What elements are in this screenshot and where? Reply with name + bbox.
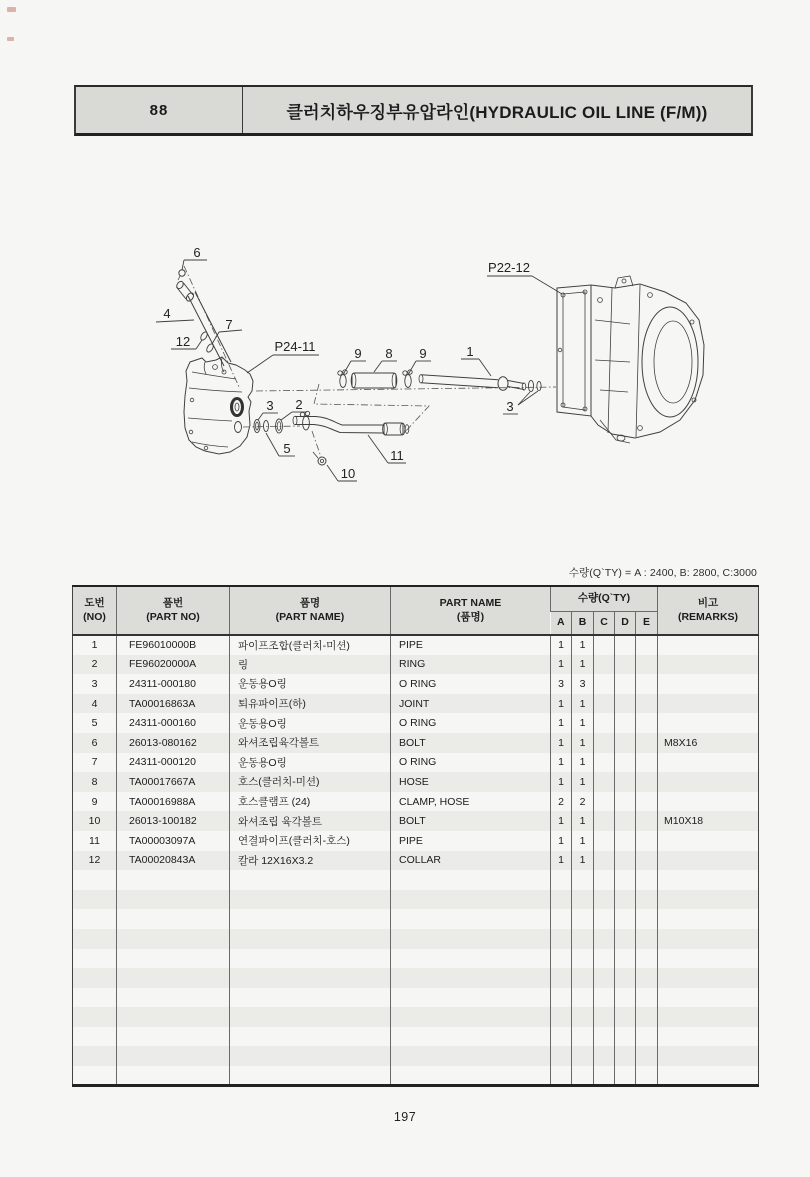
cell-qty_a: [551, 870, 572, 890]
callout-6: 6: [193, 245, 201, 260]
cell-qty_e: [636, 851, 658, 871]
cell-qty_d: [615, 655, 636, 675]
hose-line-drawing: [256, 370, 556, 392]
cell-no: 2: [91, 658, 98, 671]
cell-part_no: 24311-000180: [117, 674, 230, 694]
cell-no: [73, 870, 117, 890]
table-row-empty: [73, 968, 759, 988]
cell-name_kr: 링: [230, 655, 391, 675]
cell-qty_b: [572, 909, 594, 929]
cell-qty_c: [594, 870, 615, 890]
col-header-qty: 수량(Q`TY): [551, 586, 658, 612]
cell-no: 12: [88, 854, 101, 867]
cell-qty_d: [615, 851, 636, 871]
cell-remarks: [658, 890, 759, 910]
table-row-empty: [73, 1007, 759, 1027]
cell-remarks: [658, 949, 759, 969]
cell-qty_b: [572, 949, 594, 969]
cell-qty_b: [572, 1027, 594, 1047]
cell-qty_b: 1: [572, 811, 594, 831]
callout-5: 5: [283, 441, 291, 456]
cell-qty_b: 3: [572, 674, 594, 694]
cell-remarks: [658, 851, 759, 871]
cell-qty_b: [572, 1007, 594, 1027]
cell-qty_b: 1: [572, 694, 594, 714]
cell-qty_c: [594, 753, 615, 773]
cell-qty_b: [572, 890, 594, 910]
cell-qty_d: [615, 811, 636, 831]
cell-remarks: [658, 713, 759, 733]
cell-name_kr: [230, 949, 391, 969]
cell-qty_b: 2: [572, 792, 594, 812]
cell-name_kr: [230, 929, 391, 949]
cell-remarks: [658, 694, 759, 714]
cell-part_no: 24311-000160: [117, 713, 230, 733]
cell-part_no: [117, 949, 230, 969]
cell-part_no: 26013-080162: [117, 733, 230, 753]
cell-name_kr: [230, 890, 391, 910]
cell-qty_a: [551, 890, 572, 910]
cell-name_en: [391, 929, 551, 949]
ref-label-p22-12: P22-12: [488, 260, 530, 275]
cell-qty_d: [615, 1066, 636, 1086]
callout-12: 12: [175, 334, 191, 349]
cell-qty_b: 1: [572, 655, 594, 675]
table-row: [73, 713, 759, 733]
ref-label-p24-11: P24-11: [274, 339, 316, 354]
page-header-band: [74, 85, 753, 136]
cell-qty_d: [615, 635, 636, 655]
cell-name_kr: 칼라 12X16X3.2: [230, 851, 391, 871]
cell-qty_a: 1: [551, 753, 572, 773]
cell-qty_e: [636, 890, 658, 910]
cell-qty_a: 1: [551, 655, 572, 675]
cell-qty_e: [636, 1046, 658, 1066]
cell-no: 10: [88, 815, 101, 828]
cell-part_no: FE96020000A: [117, 655, 230, 675]
cell-name_kr: [230, 909, 391, 929]
cell-name_en: [391, 1007, 551, 1027]
cell-qty_a: 1: [551, 713, 572, 733]
cell-qty_c: [594, 1066, 615, 1086]
col-header-qty-c: C: [594, 612, 615, 636]
cell-qty_e: [636, 792, 658, 812]
cell-qty_a: [551, 988, 572, 1008]
cell-qty_b: [572, 1066, 594, 1086]
cell-remarks: [658, 909, 759, 929]
table-row: [73, 851, 759, 871]
clutch-housing-drawing: [184, 357, 253, 454]
table-row-empty: [73, 1046, 759, 1066]
cell-name_en: O RING: [391, 713, 551, 733]
cell-qty_c: [594, 792, 615, 812]
cell-no: 4: [91, 697, 98, 710]
cell-part_no: [117, 870, 230, 890]
cell-qty_e: [636, 753, 658, 773]
cell-name_kr: 와셔조립육각볼트: [230, 733, 391, 753]
cell-no: 5: [91, 717, 98, 730]
col-header-qty-a: A: [551, 612, 572, 636]
cell-name_kr: [230, 1066, 391, 1086]
cell-name_en: O RING: [391, 674, 551, 694]
cell-name_en: BOLT: [391, 733, 551, 753]
cell-qty_d: [615, 949, 636, 969]
cell-qty_b: 1: [572, 635, 594, 655]
cell-qty_e: [636, 655, 658, 675]
scan-artifact: [7, 7, 16, 12]
cell-qty_d: [615, 988, 636, 1008]
cell-name_kr: 연결파이프(클러치-호스): [230, 831, 391, 851]
cell-qty_c: [594, 713, 615, 733]
cell-qty_d: [615, 1046, 636, 1066]
cell-qty_b: 1: [572, 772, 594, 792]
cell-qty_b: [572, 968, 594, 988]
cell-part_no: [117, 929, 230, 949]
cell-qty_a: [551, 909, 572, 929]
cell-qty_e: [636, 811, 658, 831]
table-row-empty: [73, 949, 759, 969]
cell-qty_d: [615, 890, 636, 910]
table-row: [73, 694, 759, 714]
cell-qty_e: [636, 1027, 658, 1047]
cell-name_kr: 호스클램프 (24): [230, 792, 391, 812]
cell-qty_e: [636, 1007, 658, 1027]
cell-qty_c: [594, 674, 615, 694]
table-row: [73, 635, 759, 655]
cell-qty_e: [636, 949, 658, 969]
cell-remarks: [658, 831, 759, 851]
cell-name_kr: [230, 1007, 391, 1027]
cell-part_no: [117, 968, 230, 988]
cell-qty_c: [594, 772, 615, 792]
page-title: 클러치하우징부유압라인(HYDRAULIC OIL LINE (F/M)): [286, 102, 708, 122]
cell-remarks: [658, 674, 759, 694]
cell-qty_a: 2: [551, 792, 572, 812]
cell-qty_c: [594, 733, 615, 753]
cell-no: [73, 929, 117, 949]
col-header-qty-e: E: [636, 612, 658, 636]
cell-qty_a: 1: [551, 831, 572, 851]
cell-no: 9: [91, 795, 98, 808]
cell-no: 7: [91, 756, 98, 769]
cell-qty_e: [636, 831, 658, 851]
cell-qty_c: [594, 811, 615, 831]
cell-name_en: [391, 949, 551, 969]
cell-qty_e: [636, 929, 658, 949]
page-number: 197: [393, 1110, 417, 1124]
col-header-remarks: 비고 (REMARKS): [658, 586, 759, 635]
cell-no: [73, 1007, 117, 1027]
cell-qty_d: [615, 772, 636, 792]
cell-name_kr: 운동용O링: [230, 713, 391, 733]
table-row-empty: [73, 1066, 759, 1086]
cell-qty_b: [572, 1046, 594, 1066]
cell-qty_c: [594, 1027, 615, 1047]
table-row: [73, 733, 759, 753]
cell-qty_c: [594, 929, 615, 949]
cell-qty_a: [551, 1046, 572, 1066]
cell-qty_d: [615, 831, 636, 851]
cell-name_en: [391, 1046, 551, 1066]
cell-qty_a: [551, 929, 572, 949]
table-row: [73, 674, 759, 694]
cell-name_en: PIPE: [391, 831, 551, 851]
callout-2: 2: [295, 397, 303, 412]
cell-no: [73, 890, 117, 910]
section-number: 88: [76, 87, 243, 133]
table-row-empty: [73, 1027, 759, 1047]
cell-qty_c: [594, 1007, 615, 1027]
cell-qty_c: [594, 655, 615, 675]
cell-qty_c: [594, 988, 615, 1008]
cell-name_en: PIPE: [391, 635, 551, 655]
cell-remarks: [658, 1007, 759, 1027]
cell-part_no: 24311-000120: [117, 753, 230, 773]
cell-part_no: [117, 909, 230, 929]
cell-qty_b: [572, 929, 594, 949]
col-header-name-kr: 품명 (PART NAME): [230, 586, 391, 635]
cell-name_en: [391, 988, 551, 1008]
cell-qty_e: [636, 694, 658, 714]
cell-name_kr: 퇴유파이프(하): [230, 694, 391, 714]
callout-3b: 3: [506, 399, 514, 414]
cell-part_no: FE96010000B: [117, 635, 230, 655]
cell-qty_d: [615, 753, 636, 773]
cell-name_kr: [230, 988, 391, 1008]
table-row-empty: [73, 909, 759, 929]
cell-qty_a: 1: [551, 851, 572, 871]
cell-qty_e: [636, 772, 658, 792]
cell-remarks: M8X16: [658, 733, 759, 753]
cell-name_kr: 운동용O링: [230, 674, 391, 694]
cell-qty_d: [615, 909, 636, 929]
cell-qty_a: 1: [551, 811, 572, 831]
table-row-empty: [73, 988, 759, 1008]
cell-qty_a: [551, 968, 572, 988]
cell-part_no: TA00017667A: [117, 772, 230, 792]
cell-no: [73, 909, 117, 929]
cell-qty_a: 3: [551, 674, 572, 694]
cell-remarks: [658, 968, 759, 988]
cell-qty_c: [594, 890, 615, 910]
cell-part_no: [117, 1046, 230, 1066]
cell-qty_c: [594, 1046, 615, 1066]
cell-remarks: M10X18: [658, 811, 759, 831]
table-row: [73, 753, 759, 773]
cell-qty_d: [615, 1007, 636, 1027]
parts-diagram: [0, 240, 810, 490]
cell-qty_e: [636, 870, 658, 890]
cell-name_kr: [230, 968, 391, 988]
cell-name_kr: 와셔조립 육각볼트: [230, 811, 391, 831]
cell-no: [73, 1066, 117, 1086]
cell-qty_b: 1: [572, 831, 594, 851]
cell-remarks: [658, 1027, 759, 1047]
cell-remarks: [658, 988, 759, 1008]
cell-no: [73, 968, 117, 988]
cell-name_kr: 파이프조합(클러치-미션): [230, 635, 391, 655]
table-row: [73, 772, 759, 792]
cell-qty_b: [572, 988, 594, 1008]
table-row-empty: [73, 870, 759, 890]
cell-qty_b: [572, 870, 594, 890]
qty-note: 수량(Q`TY) = A : 2400, B: 2800, C:3000: [568, 567, 757, 579]
cell-remarks: [658, 792, 759, 812]
cell-part_no: TA00016988A: [117, 792, 230, 812]
callout-10: 10: [340, 466, 356, 481]
cell-qty_a: [551, 1066, 572, 1086]
cell-qty_a: [551, 1007, 572, 1027]
cell-no: [73, 949, 117, 969]
cell-name_kr: [230, 1046, 391, 1066]
table-row-empty: [73, 890, 759, 910]
cell-qty_c: [594, 949, 615, 969]
cell-name_kr: [230, 870, 391, 890]
cell-part_no: 26013-100182: [117, 811, 230, 831]
cell-name_kr: [230, 1027, 391, 1047]
cell-qty_e: [636, 713, 658, 733]
cell-no: 8: [91, 775, 98, 788]
cell-qty_a: 1: [551, 772, 572, 792]
table-row: [73, 792, 759, 812]
col-header-part-no: 품번 (PART NO): [117, 586, 230, 635]
cell-name_en: [391, 870, 551, 890]
cell-qty_d: [615, 694, 636, 714]
cell-qty_b: 1: [572, 733, 594, 753]
cell-qty_e: [636, 733, 658, 753]
cell-qty_d: [615, 674, 636, 694]
callout-labels: [156, 245, 562, 481]
cell-qty_c: [594, 635, 615, 655]
callout-1: 1: [466, 344, 474, 359]
col-header-qty-b: B: [572, 612, 594, 636]
cell-part_no: [117, 1007, 230, 1027]
table-row: [73, 831, 759, 851]
cell-part_no: [117, 1066, 230, 1086]
cell-qty_d: [615, 713, 636, 733]
cell-qty_c: [594, 909, 615, 929]
cell-qty_b: 1: [572, 851, 594, 871]
cell-no: 11: [89, 834, 100, 847]
cell-no: [73, 1046, 117, 1066]
cell-qty_d: [615, 1027, 636, 1047]
cell-qty_d: [615, 968, 636, 988]
cell-name_en: JOINT: [391, 694, 551, 714]
cell-qty_e: [636, 968, 658, 988]
parts-table: [72, 585, 759, 1087]
cell-name_en: BOLT: [391, 811, 551, 831]
cell-qty_c: [594, 694, 615, 714]
cell-qty_e: [636, 674, 658, 694]
cell-qty_e: [636, 635, 658, 655]
cell-qty_d: [615, 733, 636, 753]
cell-qty_d: [615, 870, 636, 890]
callout-7: 7: [225, 317, 233, 332]
cell-no: 1: [91, 639, 98, 652]
cell-qty_d: [615, 929, 636, 949]
col-header-qty-d: D: [615, 612, 636, 636]
cell-qty_a: 1: [551, 635, 572, 655]
cell-name_kr: 운동용O링: [230, 753, 391, 773]
transmission-housing-drawing: [557, 276, 704, 443]
cell-qty_e: [636, 1066, 658, 1086]
cell-part_no: [117, 1027, 230, 1047]
cell-part_no: TA00016863A: [117, 694, 230, 714]
table-body: [73, 635, 759, 1086]
table-row: [73, 811, 759, 831]
cell-qty_a: [551, 1027, 572, 1047]
cell-qty_e: [636, 909, 658, 929]
cell-remarks: [658, 753, 759, 773]
cell-remarks: [658, 1066, 759, 1086]
callout-9a: 9: [354, 346, 362, 361]
col-header-name-en: PART NAME (품명): [391, 586, 551, 635]
cell-name_en: CLAMP, HOSE: [391, 792, 551, 812]
cell-remarks: [658, 772, 759, 792]
cell-part_no: TA00003097A: [117, 831, 230, 851]
cell-remarks: [658, 635, 759, 655]
cell-remarks: [658, 1046, 759, 1066]
cell-remarks: [658, 929, 759, 949]
cell-remarks: [658, 870, 759, 890]
cell-qty_d: [615, 792, 636, 812]
callout-3a: 3: [266, 398, 274, 413]
cell-name_kr: 호스(클러치-미션): [230, 772, 391, 792]
cell-no: 6: [91, 736, 98, 749]
cell-name_en: [391, 968, 551, 988]
cell-qty_c: [594, 968, 615, 988]
cell-part_no: TA00020843A: [117, 851, 230, 871]
cell-no: 3: [91, 677, 98, 690]
cell-name_en: COLLAR: [391, 851, 551, 871]
cell-name_en: HOSE: [391, 772, 551, 792]
cell-name_en: [391, 1027, 551, 1047]
cell-name_en: [391, 909, 551, 929]
cell-remarks: [658, 655, 759, 675]
callout-9b: 9: [419, 346, 427, 361]
table-row-empty: [73, 929, 759, 949]
cell-qty_b: 1: [572, 753, 594, 773]
parts-table-wrap: [72, 585, 759, 1087]
cell-name_en: [391, 890, 551, 910]
table-row: [73, 655, 759, 675]
cell-name_en: [391, 1066, 551, 1086]
cell-name_en: O RING: [391, 753, 551, 773]
cell-part_no: [117, 890, 230, 910]
scan-artifact: [7, 37, 14, 41]
callout-4: 4: [163, 306, 171, 321]
cell-no: [73, 1027, 117, 1047]
cell-qty_a: 1: [551, 694, 572, 714]
cell-qty_e: [636, 988, 658, 1008]
col-header-no: 도번 (NO): [73, 586, 117, 635]
callout-8: 8: [385, 346, 393, 361]
cell-qty_a: 1: [551, 733, 572, 753]
cell-part_no: [117, 988, 230, 1008]
cell-qty_b: 1: [572, 713, 594, 733]
cell-no: [73, 988, 117, 1008]
callout-11: 11: [390, 448, 404, 463]
cell-name_en: RING: [391, 655, 551, 675]
cell-qty_c: [594, 851, 615, 871]
cell-qty_a: [551, 949, 572, 969]
cell-qty_c: [594, 831, 615, 851]
